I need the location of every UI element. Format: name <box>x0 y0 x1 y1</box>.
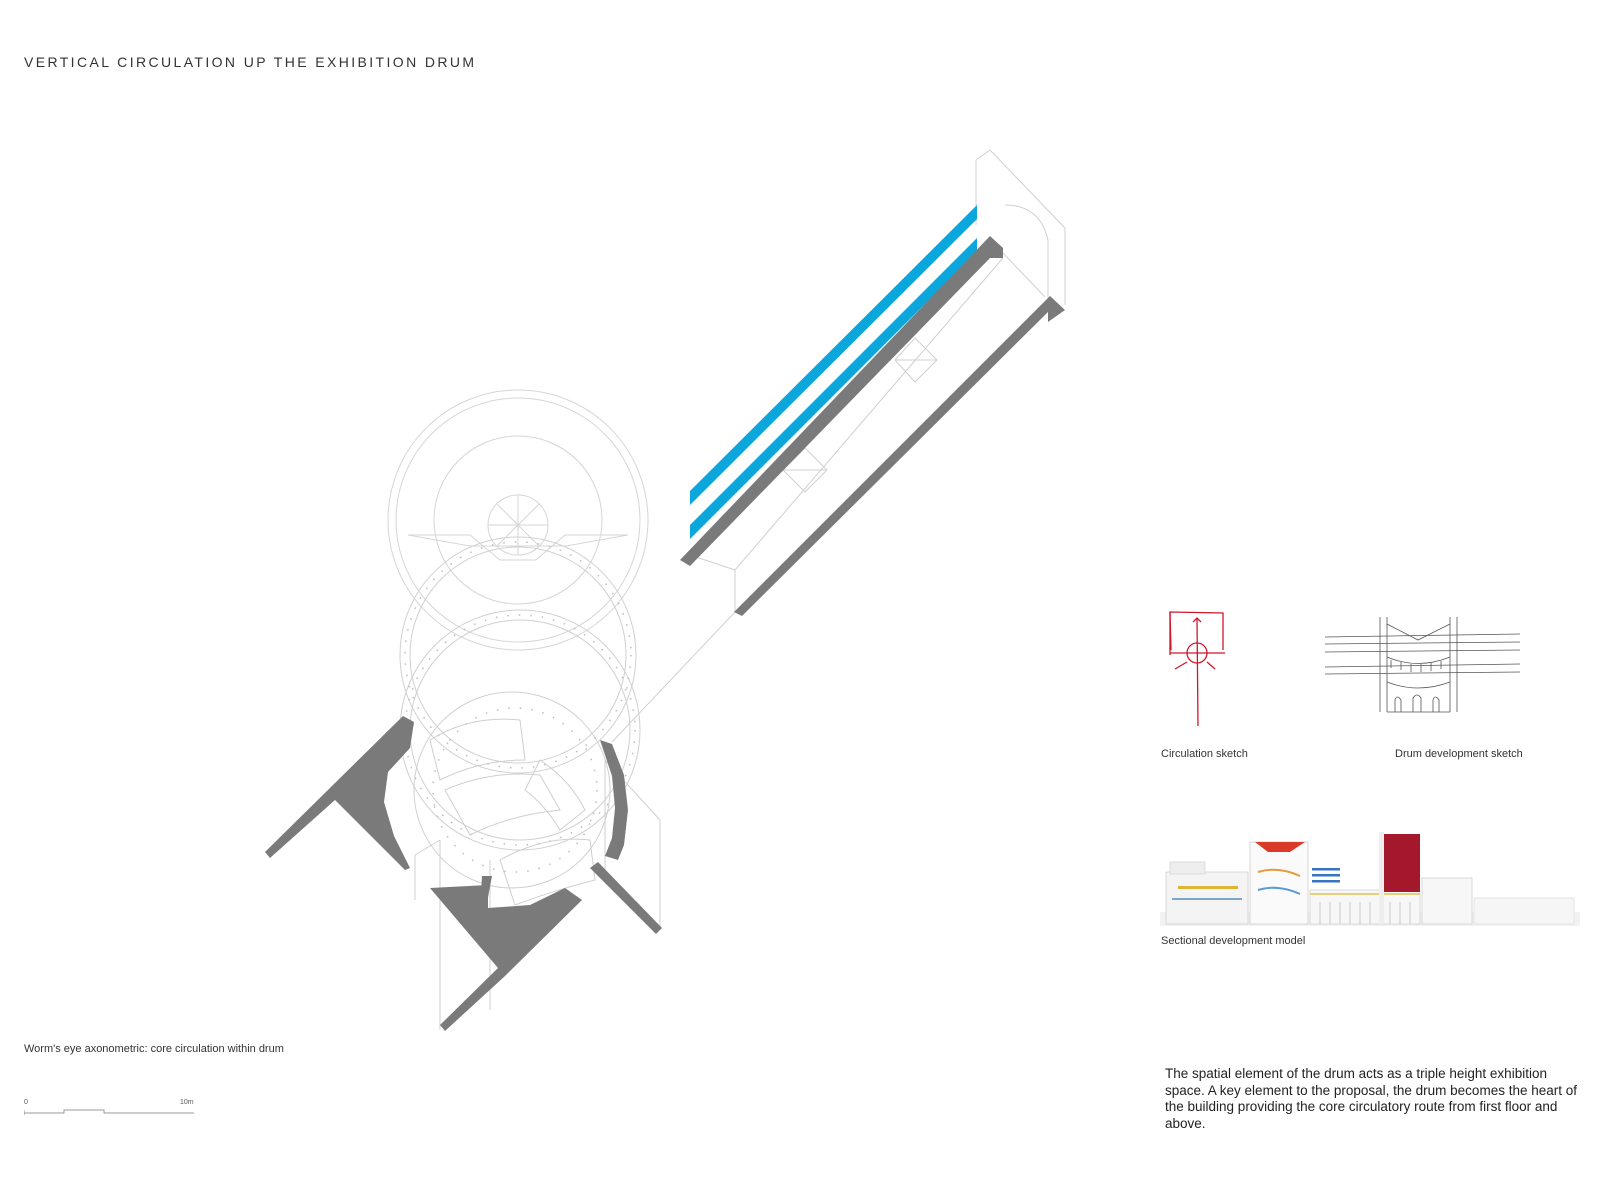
wall-poche <box>265 716 662 1031</box>
middle-drum-linework <box>400 537 640 888</box>
upper-drum-linework <box>388 390 648 650</box>
axonometric-caption: Worm's eye axonometric: core circulation within drum <box>24 1043 284 1055</box>
drum-sketch-caption: Drum development sketch <box>1395 748 1523 760</box>
circulation-sketch-caption: Circulation sketch <box>1161 748 1248 760</box>
stair-run <box>680 150 1065 616</box>
dotted-rings <box>405 542 635 872</box>
page-title: VERTICAL CIRCULATION UP THE EXHIBITION DRUM <box>24 54 477 70</box>
spiral-ramp-linework <box>415 719 660 1030</box>
sectional-model-image <box>1160 832 1580 932</box>
projection-line <box>612 612 735 742</box>
sectional-model-caption: Sectional development model <box>1161 935 1306 947</box>
scale-start-label: 0 <box>24 1099 28 1106</box>
blue-stringer-upper <box>690 205 977 505</box>
drum-development-sketch <box>1325 612 1520 722</box>
circulation-sketch <box>1165 610 1245 730</box>
scale-ruler <box>24 1099 194 1119</box>
scale-bar <box>24 1099 194 1119</box>
blue-stringer-lower <box>690 238 977 539</box>
drum-description: The spatial element of the drum acts as a triple height exhibition space. A key element to the proposal, the drum becomes the heart of the building providing the core circulatory route from first floor and above. <box>1165 1066 1577 1131</box>
scale-end-label: 10m <box>180 1099 194 1106</box>
